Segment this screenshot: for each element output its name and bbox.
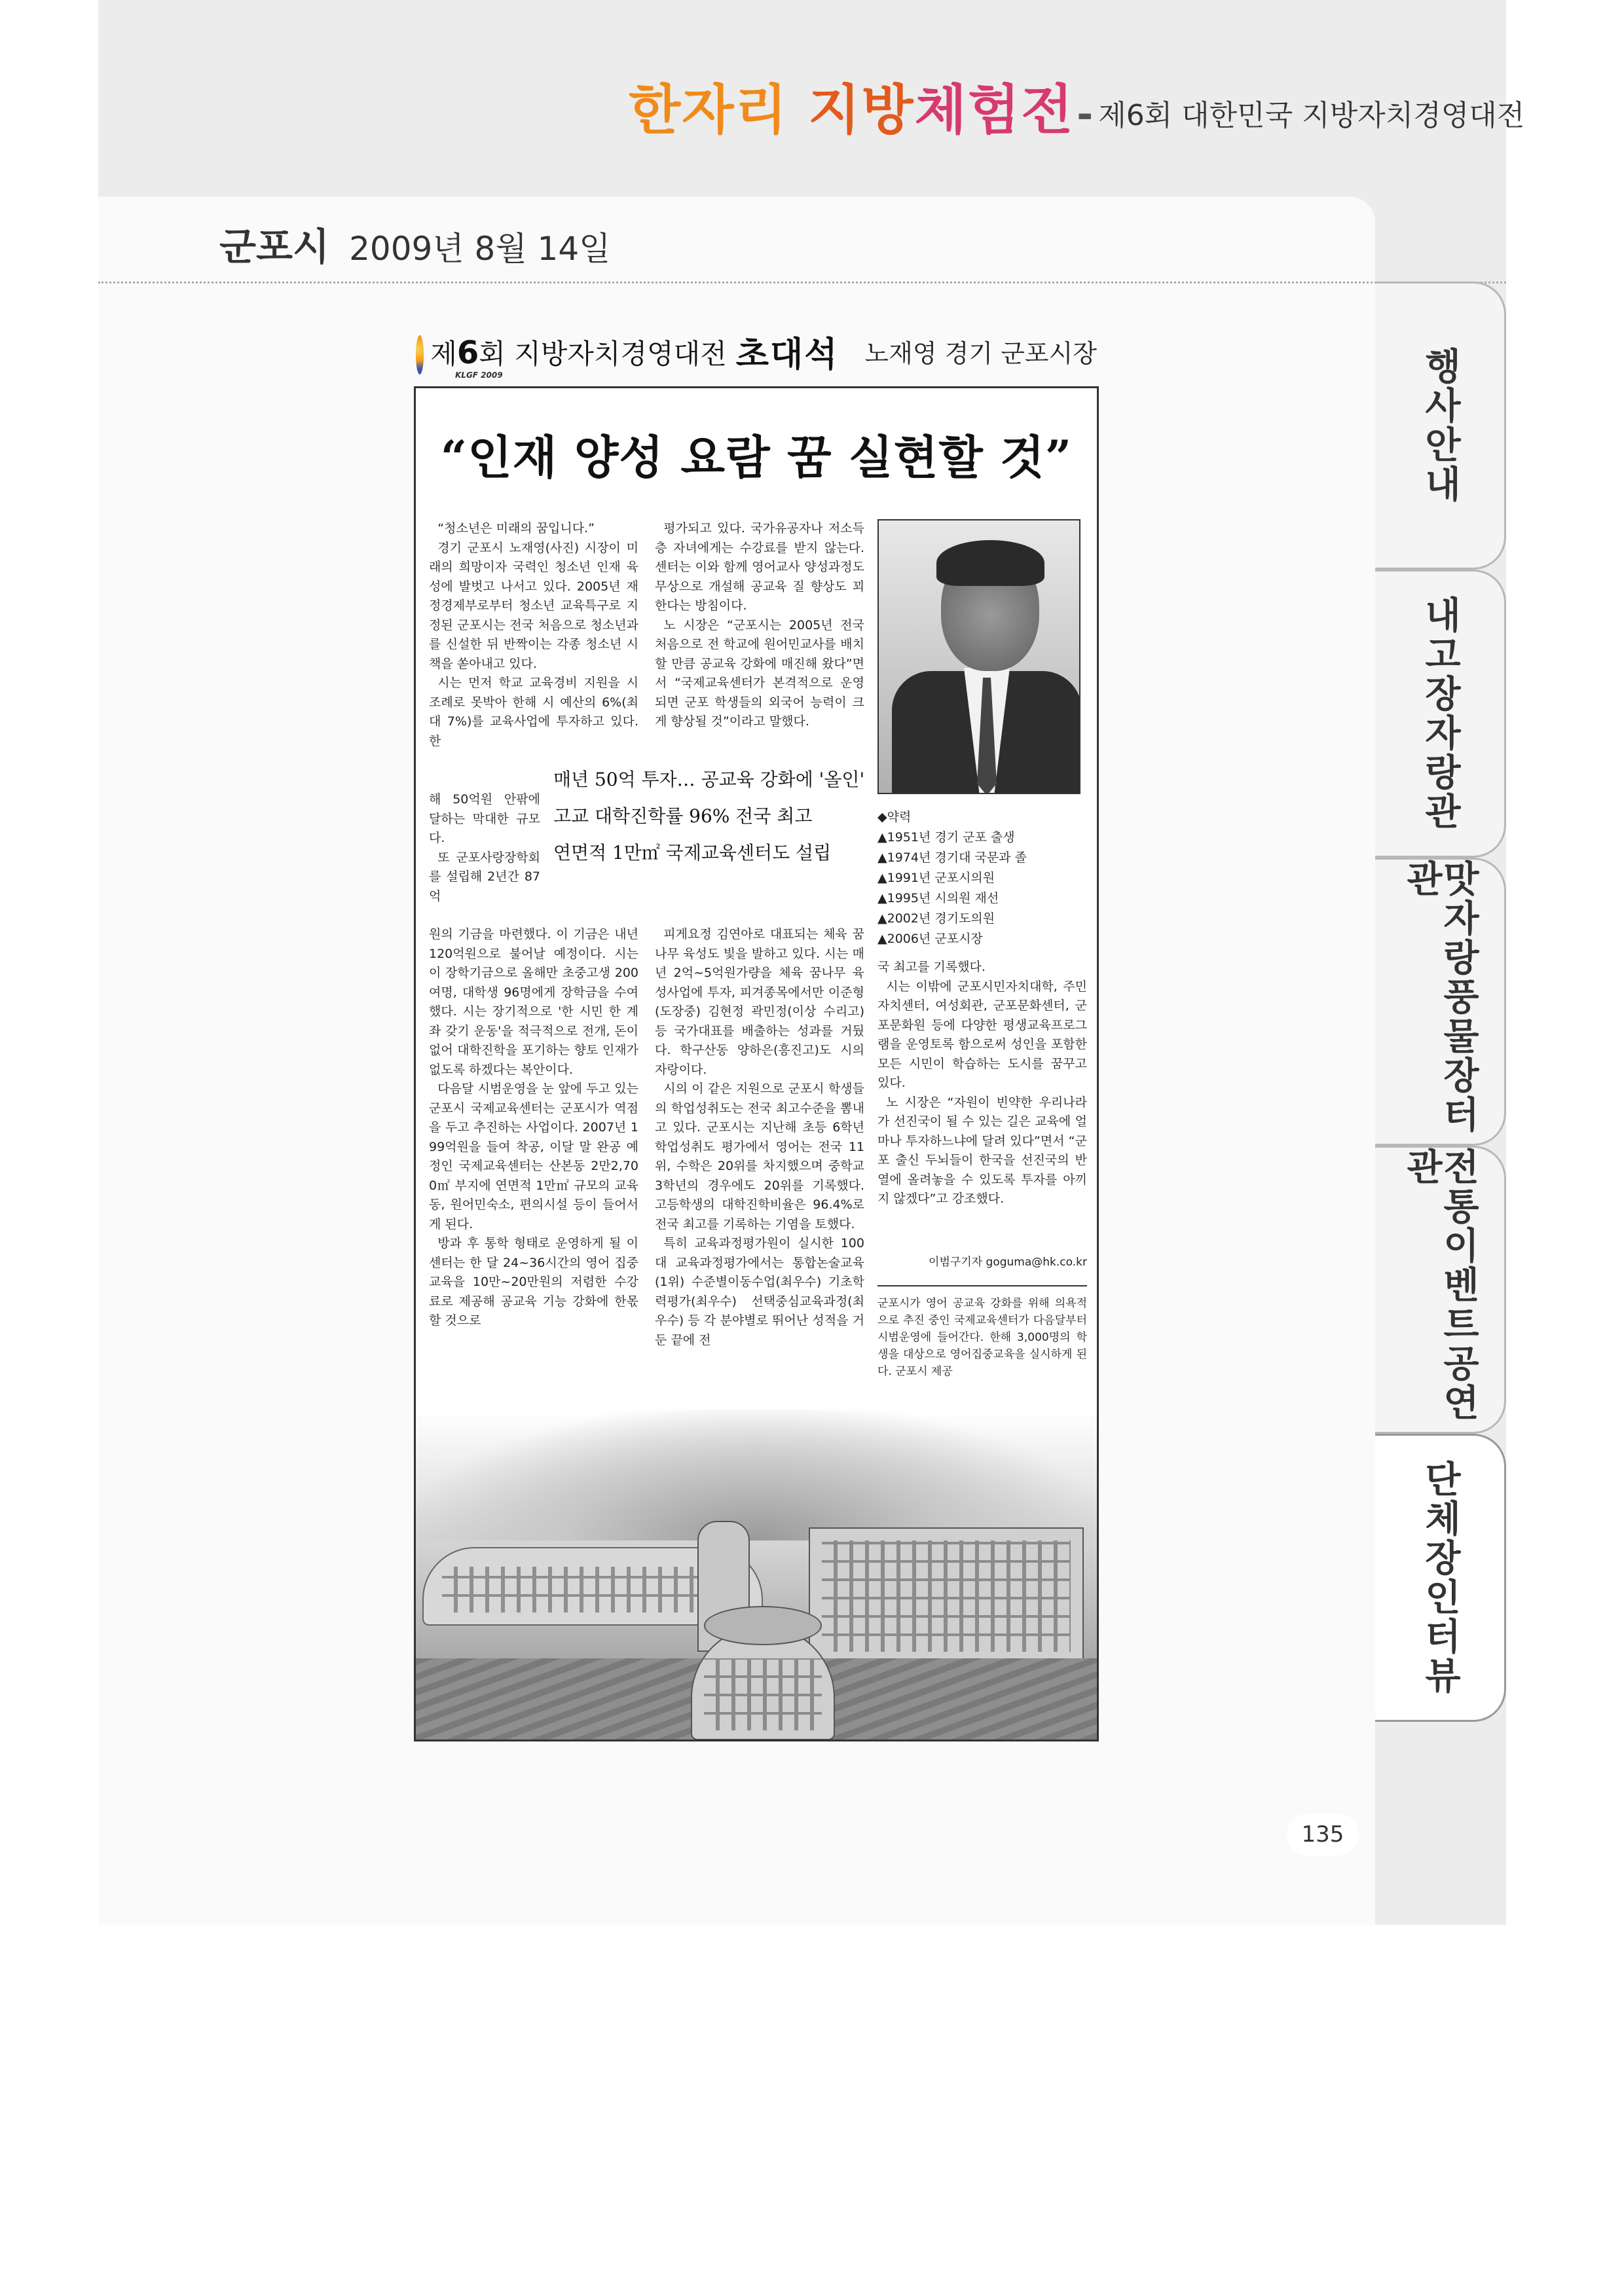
- logo-text: KLGF 2009: [455, 371, 503, 380]
- paragraph: 원의 기금을 마련했다. 이 기금은 내년 120억원으로 불어날 예정이다. 시는 이 장학기금으로 올해만 초중고생 200여명, 대학생 96명에게 장학금을 수여했다. 시는 장기적으로 '한 시민 한 계좌 갖기 운동'을 적극적으로 전개, 돈이 없어 대학진학을 포기하는 향토 인재가 없도록 하겠다는 복안이다.: [429, 927, 638, 1077]
- paragraph: 시의 이 같은 지원으로 군포시 학생들의 학업성취도는 전국 최고수준을 뽐내고 있다. 군포시는 지난해 초등 6학년 학업성취도 평가에서 영어는 전국 11위, 수학은 20위를 차지했으며 중학교 3학년의 경우에도 20위를 기록했다. 고등학생의 대학진학비율은 96.4%로 전국 최고를 기록하는 기염을 토했다.: [655, 1082, 864, 1231]
- tab-food-market[interactable]: [1375, 858, 1506, 1146]
- paragraph: 다음달 시범운영을 눈 앞에 두고 있는 군포시 국제교육센터는 군포시가 역점을 두고 추진하는 사업이다. 2007년 199억원을 들여 착공, 이달 말 완공 예정인 국제교육센터는 산본동 2만2,700㎡ 부지에 연면적 1만㎡ 규모의 교육동, 원어민숙소, 편의시설 등이 들어서게 된다.: [429, 1082, 638, 1231]
- tab-traditional-events[interactable]: [1375, 1146, 1506, 1434]
- event-number: 6: [456, 335, 479, 371]
- city-date: [219, 216, 610, 271]
- subhead: 매년 50억 투자… 공교육 강화에 '올인': [553, 769, 865, 790]
- paragraph: 피게요정 김연아로 대표되는 체육 꿈나무 육성도 빛을 발하고 있다. 시는 매년 2억~5억원가량을 체육 꿈나무 육성사업에 투자, 피겨종목에서만 이준형(도장중) 김현정 곽민정(이상 수리고) 등 국가대표를 배출하는 성과를 거뒀다. 학구산동 양하은(흥진고)도 시의 자랑이다.: [655, 927, 864, 1077]
- paragraph: 노 시장은 “군포시는 2005년 전국 처음으로 전 학교에 원어민교사를 배치할 만큼 공교육 강화에 매진해 왔다”면서 “국제교육센터가 본격적으로 운영되면 군포 학생들의 외국어 능력이 크게 향상될 것”이라고 말했다.: [655, 617, 864, 729]
- article-subheads: [553, 761, 894, 871]
- article-column-1-lower: [429, 925, 638, 1331]
- page-number: 135: [1287, 1813, 1359, 1855]
- paragraph: 또 군포사랑장학회를 설립해 2년간 87억: [429, 850, 540, 903]
- bio-item: ▲2002년 경기도의원: [877, 911, 995, 926]
- mayor-portrait-photo: [877, 519, 1080, 794]
- paragraph: 시는 먼저 학교 교육경비 지원을 시 조례로 못박아 한해 시 예산의 6%(최대 7%)를 교육사업에 투자하고 있다. 한: [429, 676, 638, 748]
- bio-item: ▲1974년 경기대 국문과 졸: [877, 850, 1027, 865]
- event-name-text: 회 지방자치경영대전: [479, 338, 727, 370]
- bio-heading: ◆약력: [877, 810, 912, 824]
- education-center-photo: [416, 1410, 1097, 1740]
- series-title-main: [629, 67, 1074, 144]
- reporter-byline: 이범구기자 goguma@hk.co.kr: [929, 1256, 1087, 1269]
- article-headline: “인재 양성 요람 꿈 실현할 것”: [440, 430, 1073, 484]
- series-title-part2: 지방: [808, 79, 915, 141]
- header-dotted-rule: [98, 282, 1506, 283]
- paragraph: 노 시장은 “자원이 빈약한 우리나라가 선진국이 될 수 있는 길은 교육에 얼마나 투자하느냐에 달려 있다”면서 “군포 출신 두뇌들이 한국을 선진국의 반열에 올려놓을 수 있도록 투자를 아끼지 않겠다”고 강조했다.: [877, 1095, 1087, 1206]
- article-column-2: [655, 519, 864, 732]
- klgf-logo-icon: [416, 335, 503, 380]
- article-column-3: [877, 958, 1087, 1209]
- paragraph: 경기 군포시 노재영(사진) 시장이 미래의 희망이자 국력인 청소년 인재 육성에 발벗고 나서고 있다. 2005년 재정경제부로부터 청소년 교육특구로 지정된 군포시는 전국 처음으로 청소년과를 신설한 뒤 반짝이는 각종 청소년 시책을 쏟아내고 있다.: [429, 540, 638, 671]
- interviewee-name: 노재영 경기 군포시장: [864, 339, 1097, 368]
- tab-event-info[interactable]: [1375, 282, 1506, 570]
- paragraph: “청소년은 미래의 꿈입니다.”: [437, 521, 595, 536]
- tab-label: 내고장자랑관: [1418, 596, 1462, 831]
- publication-date: 2009년 8월 14일: [349, 230, 611, 268]
- paragraph: 해 50억원 안팎에 달하는 막대한 규모다.: [429, 792, 540, 845]
- tab-label: 전통이벤트공연관: [1400, 1148, 1480, 1423]
- bio-item: ▲2006년 군포시장: [877, 932, 983, 946]
- event-prefix: 제: [430, 338, 457, 370]
- article-column-2-lower: [655, 925, 864, 1350]
- paragraph: 방과 후 통학 형태로 운영하게 될 이 센터는 한 달 24~36시간의 영어 집중교육을 10만~20만원의 저렴한 수강료로 제공해 공교육 기능 강화에 한몫 할 것으로: [429, 1236, 638, 1328]
- series-title: [629, 72, 1524, 144]
- paragraph: 특히 교육과정평가원이 실시한 100대 교육과정평가에서는 통합논술교육(1위) 수준별이동수업(최우수) 기초학력평가(최우수) 선택중심교육과정(최우수) 등 각 분야별로 뛰어난 성적을 거둔 끝에 전: [655, 1236, 864, 1347]
- subhead: 연면적 1만㎡ 국제교육센터도 설립: [553, 842, 832, 864]
- bio-item: ▲1995년 시의원 재선: [877, 891, 999, 905]
- tab-leader-interview[interactable]: [1375, 1434, 1506, 1722]
- article-column-1-narrow: [429, 790, 540, 906]
- event-name: [430, 333, 726, 372]
- paragraph: 국 최고를 기록했다.: [877, 960, 986, 974]
- paragraph: 시는 이밖에 군포시민자치대학, 주민자치센터, 여성회관, 군포문화센터, 군포문화원 등에 다양한 평생교육프로그램을 운영토록 함으로써 성인을 포함한 모든 시민이 학습하는 도시를 꿈꾸고 있다.: [877, 979, 1087, 1090]
- city-name: 군포시: [219, 225, 330, 269]
- newspaper-clipping: [414, 386, 1099, 1741]
- paragraph: 평가되고 있다. 국가유공자나 저소득층 자녀에게는 수강료를 받지 않는다. 센터는 이와 함께 영어교사 양성과정도 무상으로 개설해 공교육 질 향상도 꾀한다는 방침이다.: [655, 521, 864, 613]
- tab-label: 맛자랑풍물장터관: [1400, 860, 1480, 1135]
- tab-label: 행사안내: [1418, 347, 1462, 504]
- guest-seat-label: 초대석: [735, 335, 839, 374]
- article-column-1: [429, 519, 638, 751]
- tab-hometown-pride[interactable]: [1375, 570, 1506, 858]
- series-subtitle: 제6회 대한민국 지방자치경영대전: [1098, 99, 1525, 132]
- caption-divider: [877, 1285, 1087, 1286]
- clipping-header: [416, 324, 1097, 386]
- photo-caption: 군포시가 영어 공교육 강화를 위해 의욕적으로 추진 중인 국제교육센터가 다음달부터 시범운영에 들어간다. 한해 3,000명의 학생을 대상으로 영어집중교육을 실시하게 된다. 군포시 제공: [877, 1297, 1087, 1378]
- mayor-biography: [877, 807, 1087, 949]
- tab-label: 단체장인터뷰: [1418, 1460, 1462, 1696]
- bio-item: ▲1951년 경기 군포 출생: [877, 830, 1015, 845]
- subhead: 고교 대학진학률 96% 전국 최고: [553, 805, 813, 827]
- bio-item: ▲1991년 군포시의원: [877, 871, 995, 885]
- series-title-part1: 한자리: [629, 79, 788, 141]
- series-dash: -: [1077, 92, 1094, 137]
- series-title-part3: 체험전: [914, 79, 1075, 141]
